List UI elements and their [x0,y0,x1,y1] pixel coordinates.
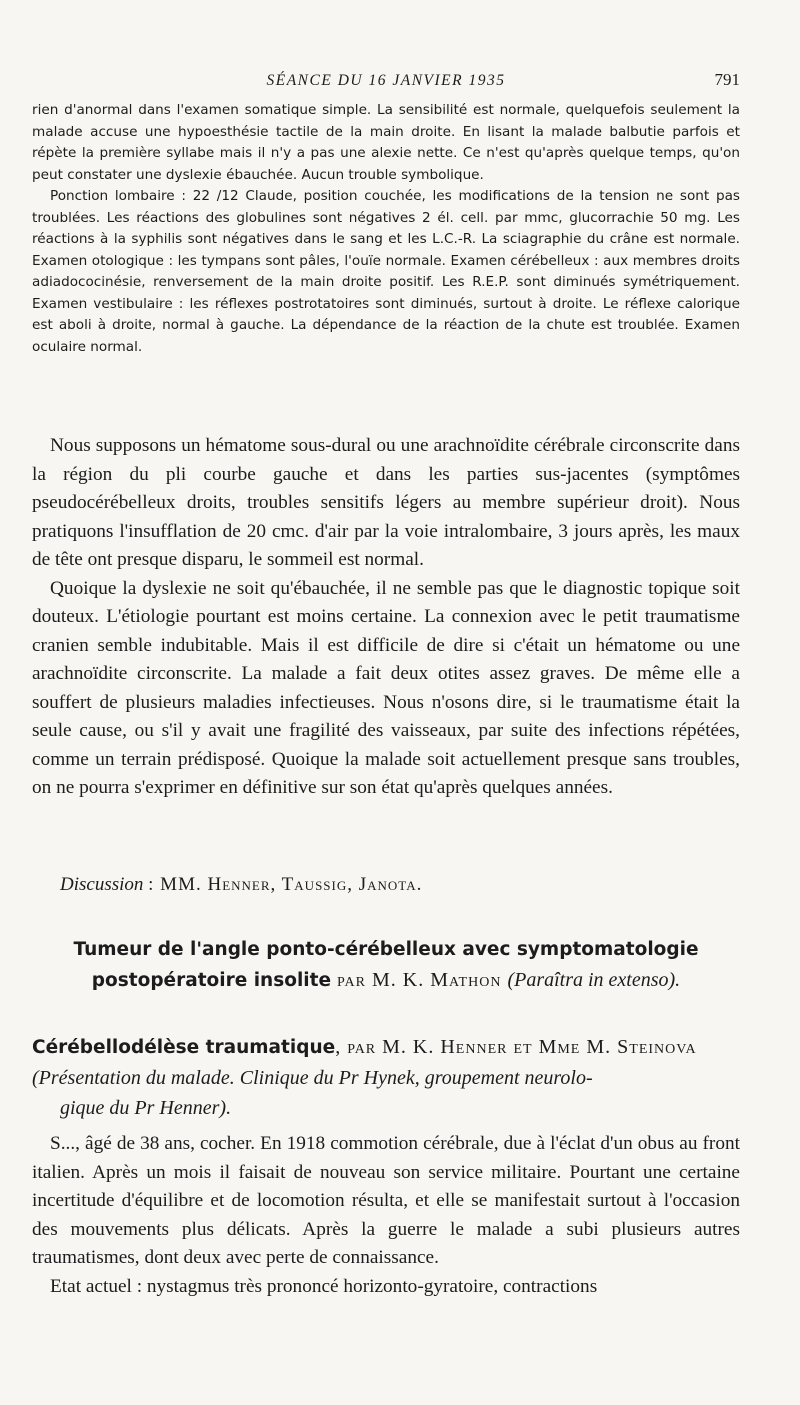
main-paragraph-2: Quoique la dyslexie ne soit qu'ébauchée, il ne semble pas que le diagnostic topique soit douteux. L'étiologie pourtant est moins certaine. La connexion avec le petit traumatisme cranien semble indubitable. Mais il est difficile de dire si c'était un hématome ou une arachnoïdite circonscrite. La malade a fait deux otites assez graves. De même elle a souffert de plusieurs maladies infectieuses. Nous n'osons dire, si le traumatisme était la seule cause, ou s'il y avait une fragilité des vaisseaux, par suite des infections répétées, comme un terrain prédisposé. Quoique la malade soit actuellement presque sans troubles, on ne pourra s'exprimer en définitive sur son état qu'après quelques années. [32,577,740,798]
exam-paragraph-2: Ponction lombaire : 22 /12 Claude, position couchée, les modifications de la tension ne sont pas troublées. Les réactions des globulines sont négatives 2 él. cell. par mmc, glucorrachie 50 mg. Les réactions à la syphilis sont négatives dans le sang et les L.C.-R. La sciagraphie du crâne est normale. Examen otologique : les tympans sont pâles, l'ouïe normale. Examen cérébelleux : aux membres droits adiadococinésie, renversement de la main droite positif. Les R.E.P. sont diminués symétriquement. Examen vestibulaire : les réflexes postrotatoires sont diminués, surtout à droite. Le réflexe calorique est aboli à droite, normal à gauche. La dépendance de la réaction de la chute est troublée. Examen oculaire normal. [32,188,740,355]
page-number: 791 [714,70,740,89]
article1-author: par M. K. Mathon [331,969,508,991]
case-report [32,1130,740,1301]
running-title: SÉANCE DU 16 JANVIER 1935 [266,72,506,89]
case-paragraph-1: S..., âgé de 38 ans, cocher. En 1918 commotion cérébrale, due à l'éclat d'un obus au front italien. Après un mois il faisait de nouveau son service militaire. Pourtant une certaine incertitude d'équilibre et de locomotion résulta, et elle se manifestait surtout à l'occasion des mouvements plus délicats. Après la guerre le malade a subi plusieurs autres traumatismes, dont deux avec perte de connaissance. [32,1133,740,1268]
article2-title: Cérébellodélèse traumatique [32,1037,336,1058]
main-text [32,432,740,803]
article2-note-1: (Présentation du malade. Clinique du Pr Hynek, groupement neurolo- [32,1067,593,1089]
article2-author: , par M. K. Henner et Mme M. Steinova [335,1036,697,1058]
discussion-label: Discussion [60,874,144,895]
running-header [32,68,740,94]
exam-paragraph-1: rien d'anormal dans l'examen somatique simple. La sensibilité est normale, quelquefois seulement la malade accuse une hypoesthésie tactile de la main droite. En lisant la malade balbutie parfois et répète la première syllabe mais il n'y a pas une alexie nette. Ce n'est qu'après quelque temps, qu'on peut constater une dyslexie ébauchée. Aucun trouble symbolique. [32,102,740,183]
article2-note-2: gique du Pr Henner). [60,1097,232,1119]
main-paragraph-1: Nous supposons un hématome sous-dural ou une arachnoïdite cérébrale circonscrite dans la région du pli courbe gauche et dans les parties sus-jacentes (symptômes pseudocérébelleux droits, troubles sensitifs légers au membre supérieur droit). Nous pratiquons l'insufflation de 20 cmc. d'air par la voie intralombaire, 3 jours après, les maux de tête ont presque disparu, le sommeil est normal. [32,435,740,570]
discussion-line [60,874,422,896]
article-heading-2 [32,1032,740,1123]
examination-notes [32,100,740,358]
article1-note: (Paraîtra in extenso). [507,969,681,991]
case-paragraph-2: Etat actuel : nystagmus très prononcé horizonto-gyratoire, contractions [50,1275,598,1297]
discussion-names: : MM. Henner, Taussig, Janota. [148,874,423,895]
article1-title: Tumeur de l'angle ponto-cérébelleux avec symptomatologie postopératoire insolite [73,939,699,991]
article-heading-1 [32,934,740,996]
